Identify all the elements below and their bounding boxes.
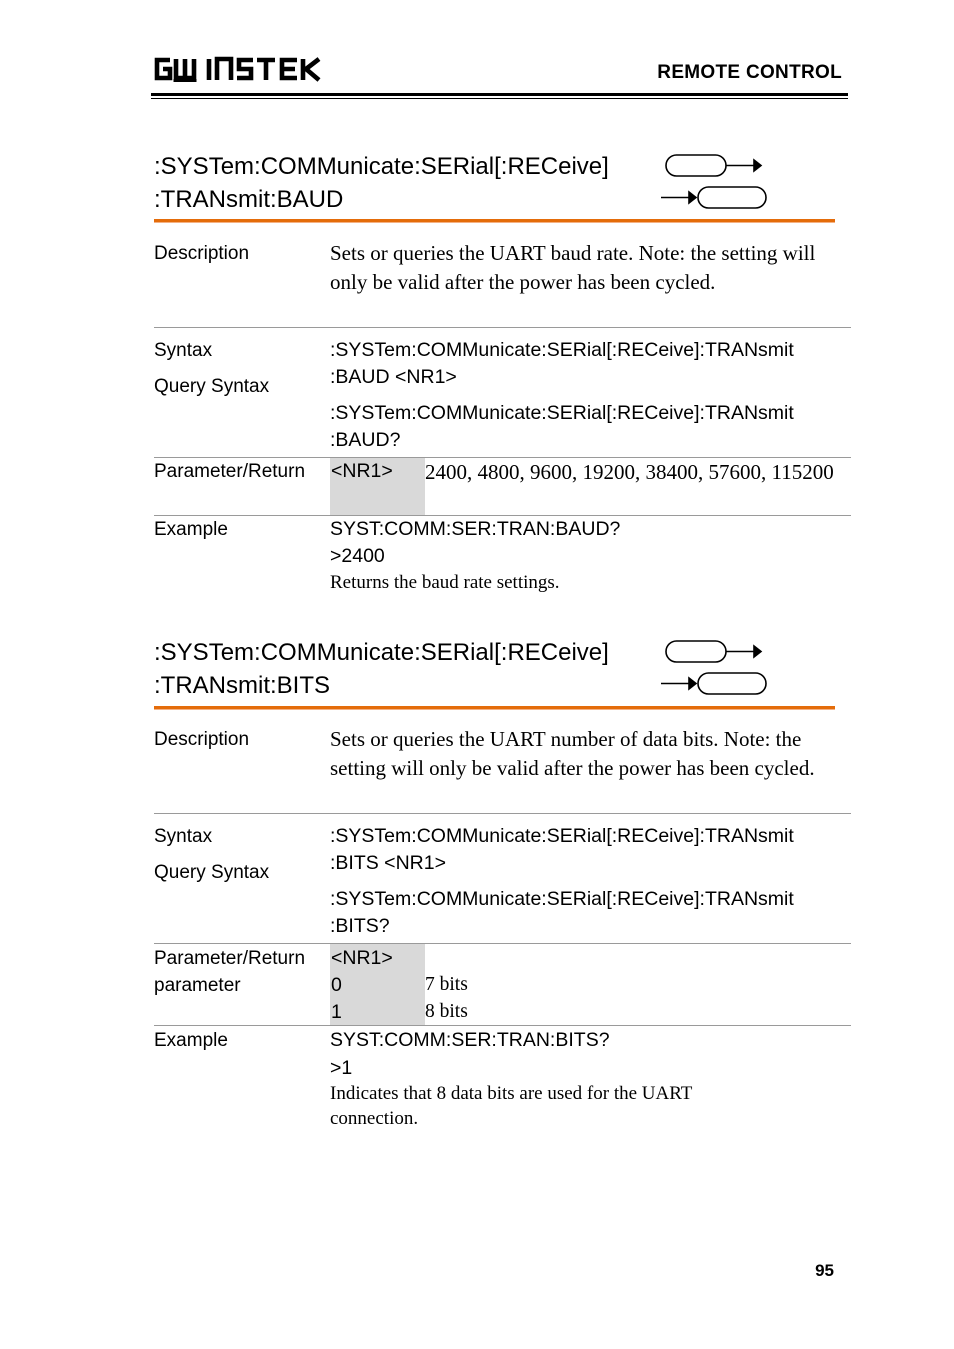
example-note: Indicates that 8 data bits are used for the UART connection. [330,1083,693,1129]
query-line1: :SYSTem:COMMunicate:SERial[:RECeive]:TRANsmit [330,402,794,424]
example-response: >1 [330,1057,353,1079]
query-syntax-label: Query Syntax [154,376,270,397]
example-response: >2400 [330,545,385,567]
description-label: Description [154,729,250,750]
row-divider [154,813,851,814]
syntax-line1: :SYSTem:COMMunicate:SERial[:RECeive]:TRANsmit [330,339,794,361]
header-rule [151,93,848,96]
syntax-line2: :BAUD <NR1> [330,366,457,388]
row-divider [154,327,851,328]
gw-instek-logo [153,56,321,82]
param-label: Parameter/Return [154,948,306,969]
param-meaning-1: 8 bits [425,1001,468,1022]
section-accent-rule-shade [154,222,835,223]
command-title [154,150,609,216]
query-syntax-label: Query Syntax [154,862,270,883]
example-command: SYST:COMM:SER:TRAN:BITS? [330,1029,610,1051]
command-title-line2: :TRANsmit:BITS [154,672,331,699]
query-command-icon [661,673,766,694]
example-label: Example [154,519,228,540]
param-name: <NR1> [331,460,393,482]
query-line1: :SYSTem:COMMunicate:SERial[:RECeive]:TRANsmit [330,888,794,910]
syntax-line2: :BITS <NR1> [330,852,446,874]
command-section-baud [154,150,851,600]
syntax-label: Syntax [154,340,213,361]
description-label: Description [154,243,250,264]
set-command-icon [666,641,761,662]
set-command-icon [666,155,761,176]
param-label-line2: parameter [154,975,241,996]
param-label: Parameter/Return [154,461,306,482]
header-rule-thin [151,98,848,99]
syntax-line1: :SYSTem:COMMunicate:SERial[:RECeive]:TRANsmit [330,825,794,847]
description-text: Sets or queries the UART number of data bits. Note: the setting will only be valid after the power has been cycled. [330,727,815,780]
query-line2: :BITS? [330,915,390,937]
param-name: <NR1> [331,947,393,969]
param-values: 2400, 4800, 9600, 19200, 38400, 57600, 115200 [425,460,834,484]
row-divider [154,1025,851,1026]
command-section-bits [154,636,851,1136]
section-accent-rule-shade [154,709,835,710]
description-text: Sets or queries the UART baud rate. Note: the setting will only be valid after the power has been cycled. [330,241,816,294]
example-note: Returns the baud rate settings. [330,572,560,593]
row-divider [154,943,851,944]
param-code-0: 0 [331,974,342,996]
syntax-label: Syntax [154,826,213,847]
example-command: SYST:COMM:SER:TRAN:BAUD? [330,518,621,540]
param-meaning-0: 7 bits [425,974,468,995]
header-section-title: REMOTE CONTROL [657,62,842,83]
command-title-line1: :SYSTem:COMMunicate:SERial[:RECeive] [154,153,609,180]
command-type-icons [661,150,771,210]
example-label: Example [154,1030,228,1051]
query-command-icon [661,187,766,208]
command-title-line2: :TRANsmit:BAUD [154,186,344,213]
command-title [154,636,609,702]
command-title-line1: :SYSTem:COMMunicate:SERial[:RECeive] [154,639,609,666]
query-line2: :BAUD? [330,429,401,451]
command-type-icons [661,636,771,696]
param-code-1: 1 [331,1001,342,1023]
page-number: 95 [815,1261,834,1280]
